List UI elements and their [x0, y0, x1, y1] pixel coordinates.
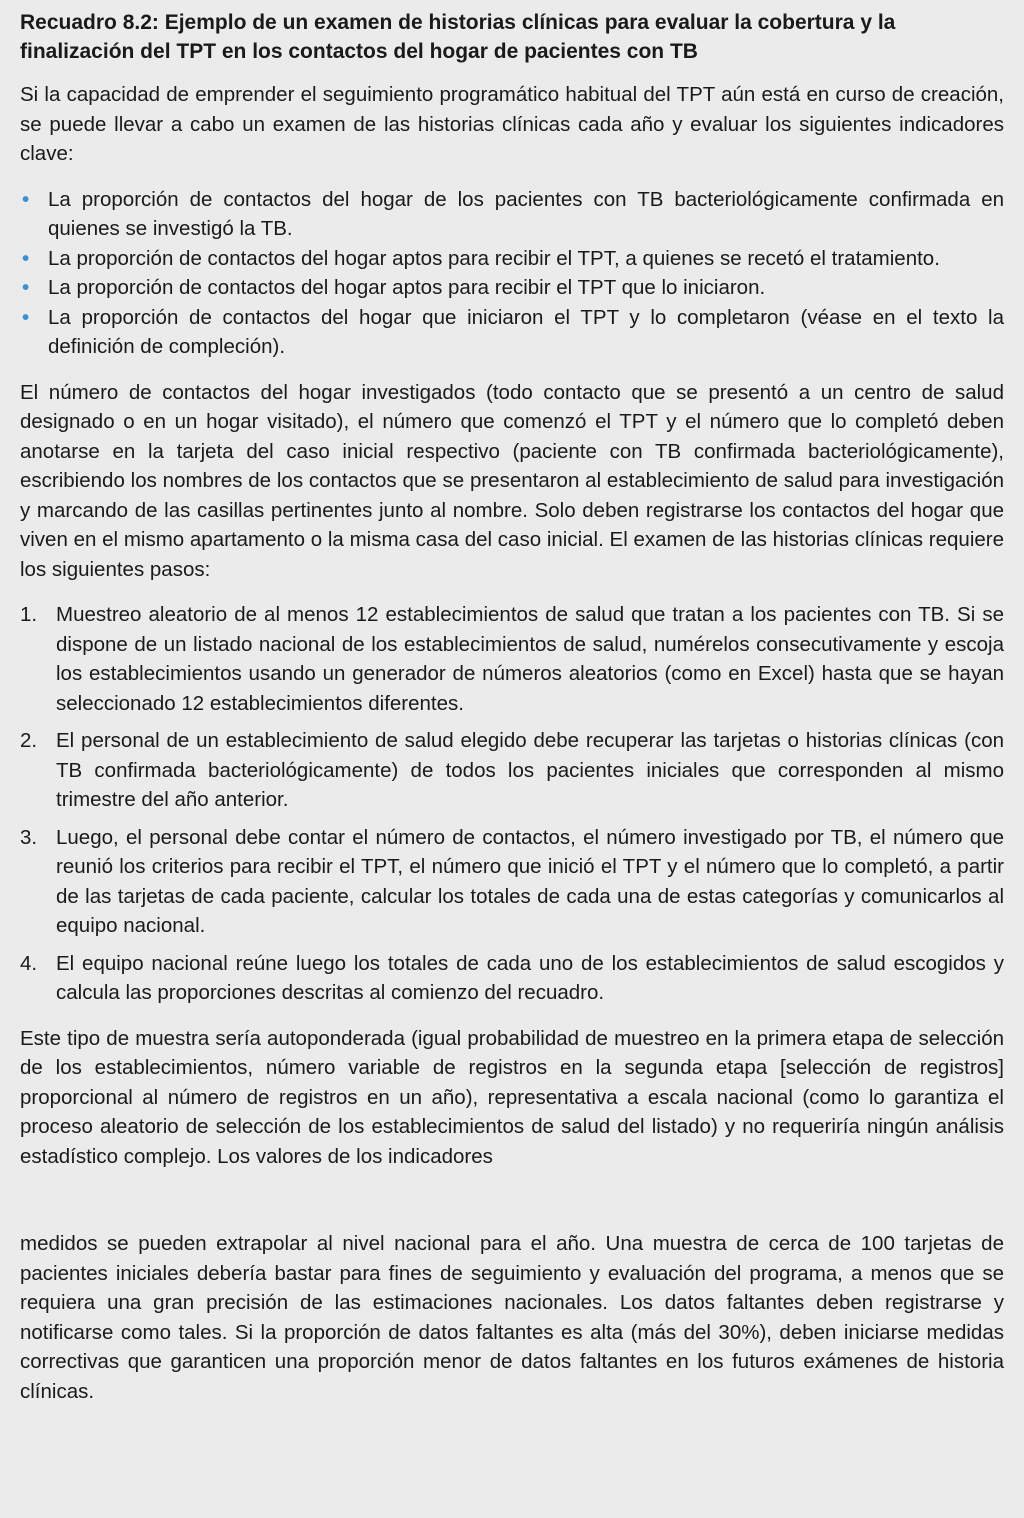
- step-item: [20, 949, 1004, 1008]
- bullet-icon: •: [22, 246, 30, 270]
- list-item-text: La proporción de contactos del hogar aptos para recibir el TPT, a quienes se recetó el tratamiento.: [48, 246, 940, 270]
- list-item: [20, 303, 1004, 362]
- step-text: El equipo nacional reúne luego los totales de cada uno de los establecimientos de salud escogidos y calcula las proporciones descritas al comienzo del recuadro.: [56, 951, 1004, 1004]
- step-text: Muestreo aleatorio de al menos 12 establecimientos de salud que tratan a los pacientes con TB. Si se dispone de un listado nacional de los establecimientos de salud, numérelos consecutivamente y escoja los establecimientos usando un generador de números aleatorios (como en Excel) hasta que se hayan seleccionado 12 establecimientos diferentes.: [56, 603, 1004, 715]
- list-item-text: La proporción de contactos del hogar que iniciaron el TPT y lo completaron (véase en el texto la definición de compleción).: [48, 305, 1004, 358]
- list-item-text: La proporción de contactos del hogar aptos para recibir el TPT que lo iniciaron.: [48, 276, 766, 299]
- box-title: Recuadro 8.2: Ejemplo de un examen de historias clínicas para evaluar la cobertura y la finalización del TPT en los contactos del hogar de pacientes con TB: [20, 11, 896, 63]
- step-number: 4.: [20, 951, 38, 975]
- step-number: 3.: [20, 825, 38, 849]
- list-item: [20, 185, 1004, 244]
- step-text: El personal de un establecimiento de salud elegido debe recuperar las tarjetas o historias clínicas (con TB confirmada bacteriológicamente) de todos los pacientes iniciales que corresponden al mismo trimestre del año anterior.: [56, 729, 1004, 811]
- contacts-paragraph: El número de contactos del hogar investigados (todo contacto que se presentó a un centro de salud designado o en un hogar visitado), el número que comenzó el TPT y el número que lo completó deben anotarse en la tarjeta del caso inicial respectivo (paciente con TB confirmada bacteriológicamente), escribiendo los nombres de los contactos que se presentaron al establecimiento de salud para investigación y marcando de las casillas pertinentes junto al nombre. Solo deben registrarse los contactos del hogar que viven en el mismo apartamento o la misma casa del caso inicial. El examen de las historias clínicas requiere los siguientes pasos:: [20, 380, 1004, 581]
- intro-paragraph: Si la capacidad de emprender el seguimiento programático habitual del TPT aún está en curso de creación, se puede llevar a cabo un examen de las historias clínicas cada año y evaluar los siguientes indicadores clave:: [20, 83, 1004, 165]
- step-text: Luego, el personal debe contar el número de contactos, el número investigado por TB, el número que reunió los criterios para recibir el TPT, el número que inició el TPT y el número que lo completó, a partir de las tarjetas de cada paciente, calcular los totales de cada una de estas categorías y comunicarlos al equipo nacional.: [56, 825, 1004, 937]
- indicator-list: [20, 185, 1004, 362]
- step-item: [20, 823, 1004, 941]
- bullet-icon: •: [22, 305, 30, 329]
- list-item-text: La proporción de contactos del hogar de los pacientes con TB bacteriológicamente confirmada en quienes se investigó la TB.: [48, 187, 1004, 240]
- list-item: [20, 273, 1004, 303]
- step-item: [20, 726, 1004, 815]
- extrapolation-paragraph: medidos se pueden extrapolar al nivel nacional para el año. Una muestra de cerca de 100 tarjetas de pacientes iniciales debería bastar para fines de seguimiento y evaluación del programa, a menos que se requiera una gran precisión de las estimaciones nacionales. Los datos faltantes deben registrarse y notificarse como tales. Si la proporción de datos faltantes es alta (más del 30%), deben iniciarse medidas correctivas que garanticen una proporción menor de datos faltantes en los futuros exámenes de historia clínicas.: [20, 1232, 1004, 1403]
- step-item: [20, 600, 1004, 718]
- steps-list: [20, 600, 1004, 1008]
- step-number: 1.: [20, 603, 38, 626]
- sample-paragraph: Este tipo de muestra sería autoponderada (igual probabilidad de muestreo en la primera etapa de selección de los establecimientos, número variable de registros en la segunda etapa [selección de registros] proporcional al número de registros en un año), representativa a escala nacional (como lo garantiza el proceso aleatorio de selección de los establecimientos de salud del listado) y no requeriría ningún análisis estadístico complejo. Los valores de los indicadores: [20, 1026, 1004, 1168]
- page-break-gap: [20, 1187, 1004, 1229]
- list-item: [20, 244, 1004, 274]
- step-number: 2.: [20, 729, 38, 752]
- bullet-icon: •: [22, 187, 30, 211]
- bullet-icon: •: [22, 276, 30, 299]
